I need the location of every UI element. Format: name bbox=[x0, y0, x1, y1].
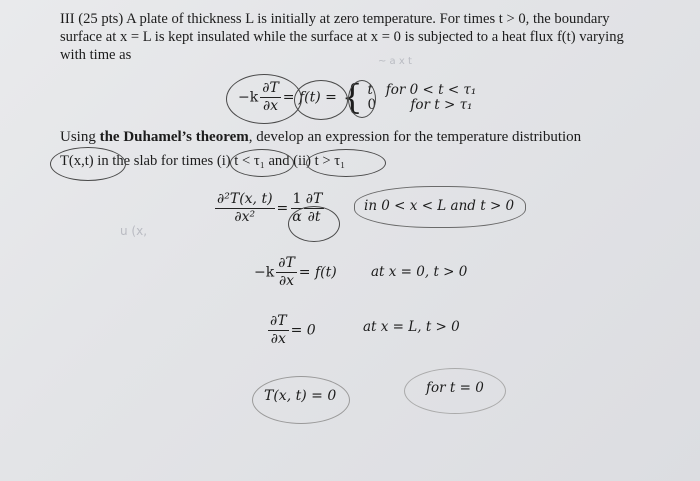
pde-eq-sign: = bbox=[276, 200, 289, 217]
pencil-mark-top: ~ a x t bbox=[378, 56, 412, 67]
case-2-condition: for t > τ₁ bbox=[410, 96, 473, 113]
flux-f: f(t) = bbox=[298, 89, 337, 106]
bc-flux bbox=[254, 256, 337, 289]
instruction-line-2: T(x,t) in the slab for times (i) t < τ₁ and (ii) t > τ₁ bbox=[60, 153, 346, 169]
flux-cases bbox=[367, 83, 476, 113]
bc2-rhs: = 0 bbox=[290, 322, 316, 339]
pde-coef-den: α bbox=[292, 209, 302, 225]
bc-insulated bbox=[266, 314, 316, 347]
bc1-num: ∂T bbox=[278, 255, 295, 271]
case-2-value: 0 bbox=[367, 96, 377, 113]
bc2-num: ∂T bbox=[270, 313, 287, 329]
bc2-den: ∂x bbox=[270, 331, 286, 347]
instruction-line-1 bbox=[60, 129, 581, 146]
case-brace: { bbox=[341, 77, 363, 118]
bc1-den: ∂x bbox=[278, 273, 295, 289]
ic-condition: for t = 0 bbox=[426, 380, 484, 396]
case-2 bbox=[367, 98, 476, 113]
pde-den: ∂x² bbox=[234, 209, 256, 225]
problem-line-2: surface at x = L is kept insulated while the surface at x = 0 is subjected to a heat flux f(t) varying bbox=[60, 29, 624, 45]
problem-statement bbox=[60, 10, 660, 64]
flux-sign: −k bbox=[238, 89, 259, 106]
pencil-mark-left: u (x, bbox=[120, 224, 148, 238]
problem-line-1: III (25 pts) A plate of thickness L is initially at zero temperature. For times t > 0, the boundary bbox=[60, 11, 610, 27]
problem-line-3: with time as bbox=[60, 47, 132, 63]
bc1-rhs: = f(t) bbox=[298, 264, 337, 281]
instruction-pre: Using bbox=[60, 129, 100, 145]
bc2-condition: at x = L, t > 0 bbox=[363, 319, 460, 335]
instruction-post: , develop an expression for the temperature distribution bbox=[248, 129, 582, 145]
bc1-sign: −k bbox=[254, 264, 275, 281]
flux-num: ∂T bbox=[262, 80, 279, 96]
bc1-condition: at x = 0, t > 0 bbox=[371, 264, 468, 280]
instruction-bold: the Duhamel’s theorem bbox=[99, 129, 249, 145]
flux-equation bbox=[238, 77, 477, 118]
pde-num: ∂²T(x, t) bbox=[217, 191, 273, 207]
pde-coef-num: 1 bbox=[292, 191, 302, 207]
flux-den: ∂x bbox=[262, 98, 279, 114]
pde-rhs-den: ∂t bbox=[307, 209, 321, 225]
pde-rhs-num: ∂T bbox=[305, 191, 323, 207]
case-1-value: t bbox=[367, 81, 373, 98]
pde-domain: in 0 < x < L and t > 0 bbox=[364, 198, 515, 214]
case-1 bbox=[367, 83, 476, 98]
case-1-condition: for 0 < t < τ₁ bbox=[385, 81, 477, 98]
initial-condition: T(x, t) = 0 bbox=[264, 388, 337, 404]
heat-equation bbox=[213, 192, 326, 225]
flux-eq-sign: = bbox=[282, 89, 295, 106]
